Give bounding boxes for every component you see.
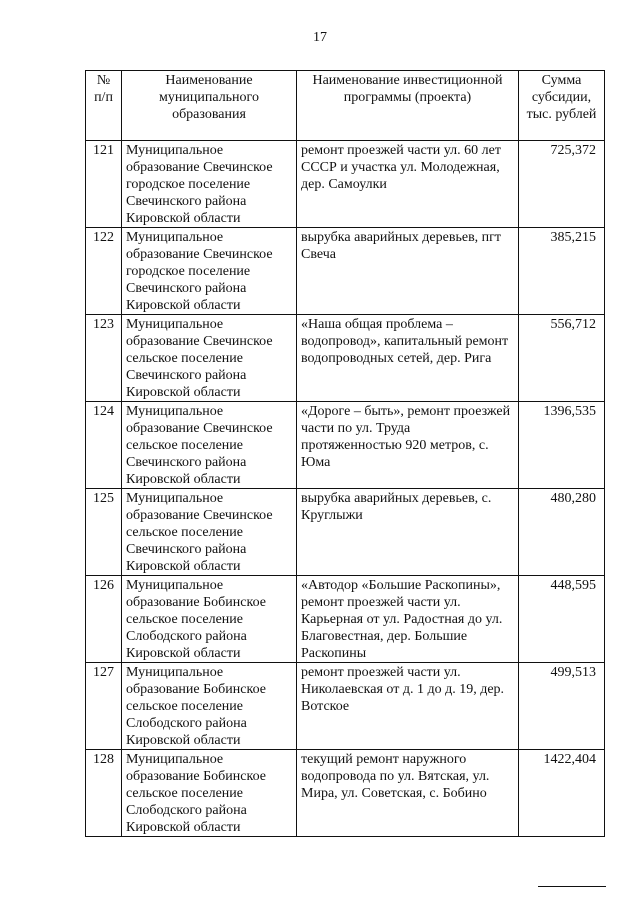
table-row (86, 402, 605, 489)
row-municipality: Муниципальное образование Свечинское сельское поселение Свечинского района Кировской области (122, 489, 297, 576)
row-program: «Наша общая проблема – водопровод», капитальный ремонт водопроводных сетей, дер. Рига (297, 315, 519, 402)
row-num: 121 (86, 141, 122, 228)
footer-divider (538, 886, 606, 887)
table-header-row (86, 71, 605, 141)
header-municipality: Наименование муниципального образования (122, 71, 297, 141)
row-num: 127 (86, 663, 122, 750)
row-municipality: Муниципальное образование Свечинское городское поселение Свечинского района Кировской области (122, 141, 297, 228)
table-row (86, 750, 605, 837)
row-amount: 499,513 (519, 663, 605, 750)
row-program: ремонт проезжей части ул. 60 лет СССР и участка ул. Молодежная, дер. Самоулки (297, 141, 519, 228)
table-row (86, 489, 605, 576)
row-municipality: Муниципальное образование Бобинское сельское поселение Слободского района Кировской области (122, 663, 297, 750)
table-row (86, 141, 605, 228)
row-municipality: Муниципальное образование Бобинское сельское поселение Слободского района Кировской области (122, 576, 297, 663)
row-amount: 725,372 (519, 141, 605, 228)
row-num: 124 (86, 402, 122, 489)
row-num: 128 (86, 750, 122, 837)
row-amount: 480,280 (519, 489, 605, 576)
table-row (86, 315, 605, 402)
row-amount: 1422,404 (519, 750, 605, 837)
row-program: «Автодор «Большие Раскопины», ремонт проезжей части ул. Карьерная от ул. Радостная до ул. Благовестная, дер. Большие Раскопины (297, 576, 519, 663)
page-number: 17 (313, 30, 327, 45)
table-row (86, 663, 605, 750)
row-program: вырубка аварийных деревьев, пгт Свеча (297, 228, 519, 315)
row-program: текущий ремонт наружного водопровода по ул. Вятская, ул. Мира, ул. Советская, с. Бобино (297, 750, 519, 837)
row-municipality: Муниципальное образование Свечинское сельское поселение Свечинского района Кировской области (122, 402, 297, 489)
row-municipality: Муниципальное образование Бобинское сельское поселение Слободского района Кировской области (122, 750, 297, 837)
row-program: ремонт проезжей части ул. Николаевская от д. 1 до д. 19, дер. Вотское (297, 663, 519, 750)
row-amount: 448,595 (519, 576, 605, 663)
row-num: 122 (86, 228, 122, 315)
table-row (86, 576, 605, 663)
header-num: № п/п (86, 71, 122, 141)
row-amount: 556,712 (519, 315, 605, 402)
row-municipality: Муниципальное образование Свечинское городское поселение Свечинского района Кировской области (122, 228, 297, 315)
row-num: 125 (86, 489, 122, 576)
header-amount: Сумма субсидии, тыс. рублей (519, 71, 605, 141)
row-amount: 385,215 (519, 228, 605, 315)
subsidy-table (85, 70, 605, 837)
row-municipality: Муниципальное образование Свечинское сельское поселение Свечинского района Кировской области (122, 315, 297, 402)
table-row (86, 228, 605, 315)
row-num: 123 (86, 315, 122, 402)
row-program: «Дороге – быть», ремонт проезжей части по ул. Труда протяженностью 920 метров, с. Юма (297, 402, 519, 489)
row-num: 126 (86, 576, 122, 663)
row-program: вырубка аварийных деревьев, с. Круглыжи (297, 489, 519, 576)
header-program: Наименование инвестиционной программы (проекта) (297, 71, 519, 141)
row-amount: 1396,535 (519, 402, 605, 489)
